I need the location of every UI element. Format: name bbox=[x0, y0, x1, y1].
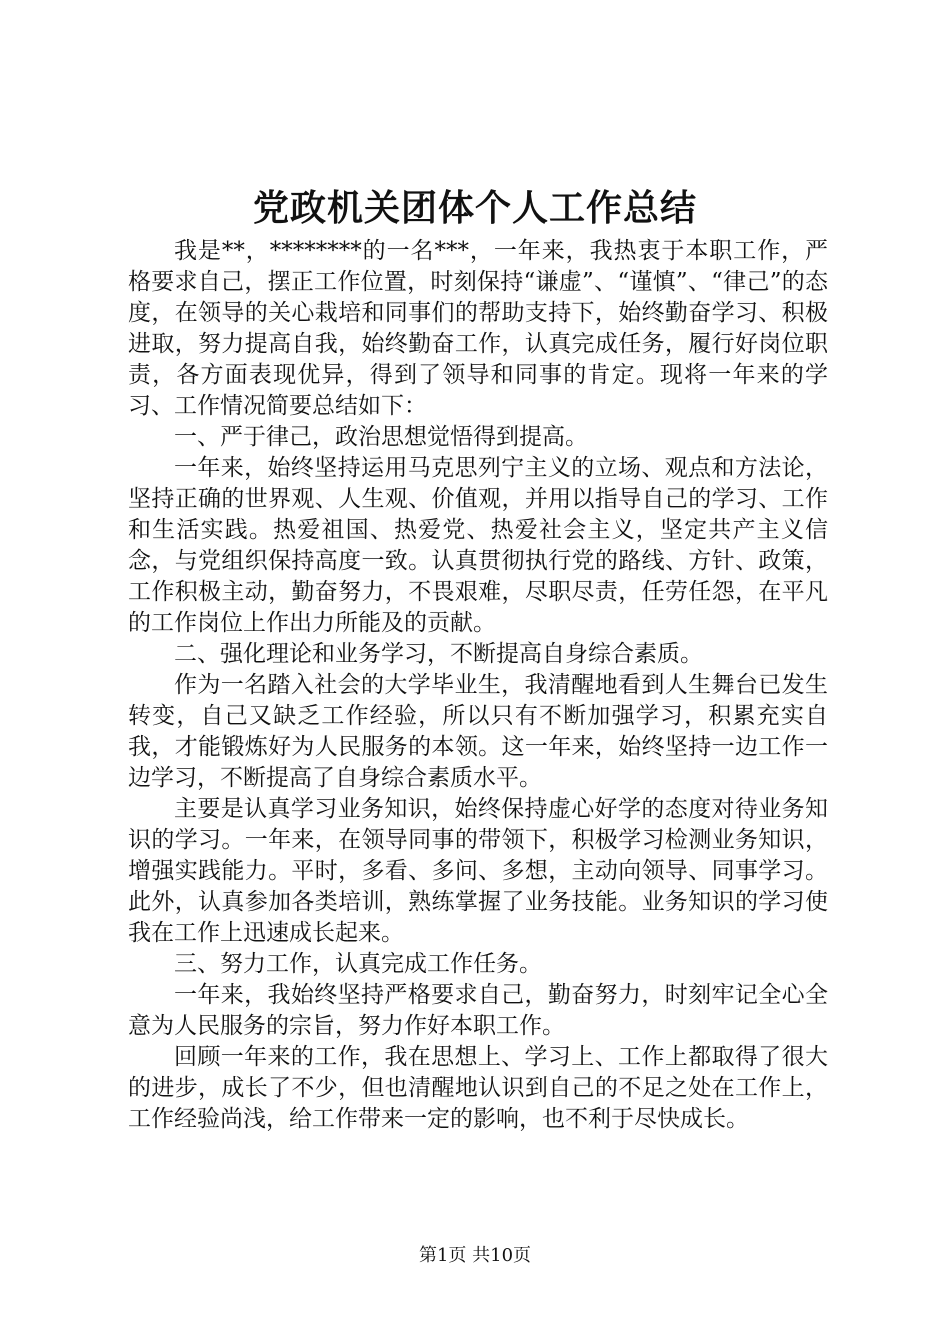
paragraph-3b: 回顾一年来的工作，我在思想上、学习上、工作上都取得了很大的进步，成长了不少，但也清醒地认识到自己的不足之处在工作上，工作经验尚浅，给工作带来一定的影响，也不利于尽快成长。 bbox=[128, 1044, 828, 1132]
page-title: 党政机关团体个人工作总结 bbox=[252, 187, 697, 229]
paragraph-2b: 主要是认真学习业务知识，始终保持虚心好学的态度对待业务知识的学习。一年来，在领导同事的带领下，积极学习检测业务知识，增强实践能力。平时，多看、多问、多想，主动向领导、同事学习。此外，认真参加各类培训，熟练掌握了业务技能。业务知识的学习使我在工作上迅速成长起来。 bbox=[128, 796, 828, 946]
section-heading-2: 二、强化理论和业务学习，不断提高自身综合素质。 bbox=[174, 641, 703, 667]
page-number: 第1页 共10页 bbox=[418, 1245, 532, 1266]
paragraph-2a: 作为一名踏入社会的大学毕业生，我清醒地看到人生舞台已发生转变，自己又缺乏工作经验，所以只有不断加强学习，积累充实自我，才能锻炼好为人民服务的本领。这一年来，始终坚持一边工作一边学习，不断提高了自身综合素质水平。 bbox=[128, 672, 828, 791]
section-heading-3: 三、努力工作，认真完成工作任务。 bbox=[174, 951, 542, 977]
document-body bbox=[128, 236, 828, 1135]
paragraph-3a: 一年来，我始终坚持严格要求自己，勤奋努力，时刻牢记全心全意为人民服务的宗旨，努力作好本职工作。 bbox=[128, 982, 828, 1039]
section-heading-1: 一、严于律己，政治思想觉悟得到提高。 bbox=[174, 424, 588, 450]
paragraph-1: 一年来，始终坚持运用马克思列宁主义的立场、观点和方法论，坚持正确的世界观、人生观、价值观，并用以指导自己的学习、工作和生活实践。热爱祖国、热爱党、热爱社会主义，坚定共产主义信念，与党组织保持高度一致。认真贯彻执行党的路线、方针、政策，工作积极主动，勤奋努力，不畏艰难，尽职尽责，任劳任怨，在平凡的工作岗位上作出力所能及的贡献。 bbox=[128, 455, 828, 636]
paragraph-intro: 我是**，********的一名***，一年来，我热衷于本职工作，严格要求自己，摆正工作位置，时刻保持“谦虚”、“谨慎”、“律己”的态度，在领导的关心栽培和同事们的帮助支持下，始终勤奋学习、积极进取，努力提高自我，始终勤奋工作，认真完成任务，履行好岗位职责，各方面表现优异，得到了领导和同事的肯定。现将一年来的学习、工作情况简要总结如下： bbox=[128, 238, 828, 419]
